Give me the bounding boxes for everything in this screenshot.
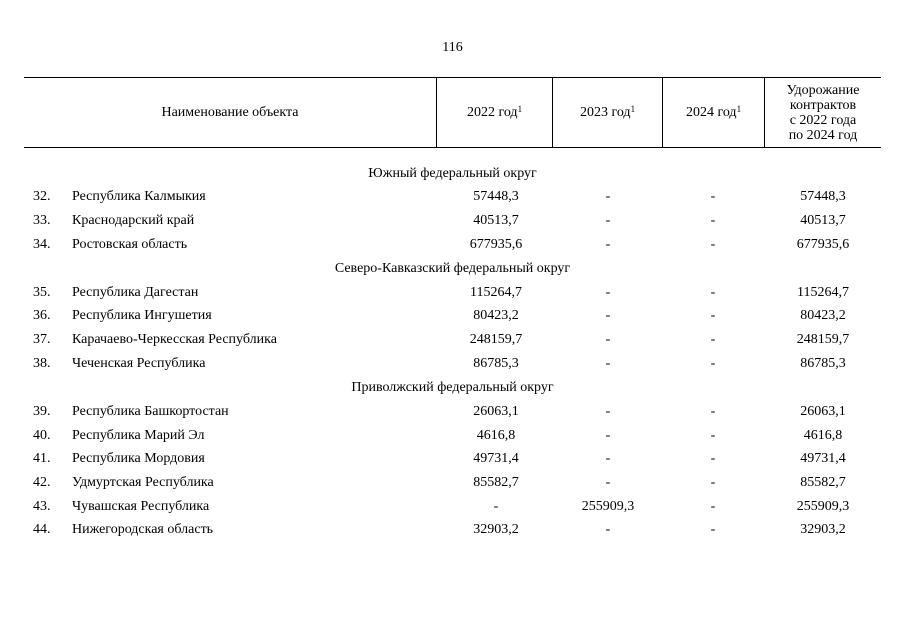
section-title: Северо-Кавказский федеральный округ: [334, 261, 571, 276]
row-number: 36.: [33, 308, 51, 323]
row-number: 44.: [33, 522, 51, 537]
row-value-2024: -: [710, 237, 716, 252]
page-number: 116: [442, 40, 463, 55]
row-value-2024: -: [710, 428, 716, 443]
row-name: Республика Ингушетия: [72, 308, 212, 323]
row-value-2022: 49731,4: [473, 451, 519, 466]
row-value-total: 115264,7: [797, 285, 849, 300]
table-header-bottom-rule: [24, 147, 881, 148]
row-value-2023: -: [605, 451, 611, 466]
row-name: Республика Мордовия: [72, 451, 205, 466]
row-value-2022: 86785,3: [473, 356, 519, 371]
row-value-2023: -: [605, 522, 611, 537]
row-number: 38.: [33, 356, 51, 371]
row-value-2022: 677935,6: [469, 237, 523, 252]
row-name: Республика Дагестан: [72, 285, 199, 300]
footnote-mark: 1: [736, 104, 742, 114]
header-2024: [663, 78, 764, 147]
row-value-total: 86785,3: [800, 356, 846, 371]
table-row: [0, 308, 905, 328]
row-value-2022: -: [493, 499, 499, 514]
row-value-2022: 248159,7: [469, 332, 523, 347]
row-value-total: 80423,2: [800, 308, 846, 323]
table-row: [0, 522, 905, 542]
row-value-2023: -: [605, 332, 611, 347]
row-number: 35.: [33, 285, 51, 300]
row-value-2024: -: [710, 213, 716, 228]
table-row: [0, 428, 905, 448]
table-row: [0, 332, 905, 352]
row-value-2024: -: [710, 189, 716, 204]
row-number: 43.: [33, 499, 51, 514]
header-total-line: с 2022 года: [789, 112, 857, 128]
row-value-2023: -: [605, 285, 611, 300]
row-value-2022: 40513,7: [473, 213, 519, 228]
table-row: [0, 451, 905, 471]
row-value-2024: -: [710, 404, 716, 419]
row-number: 32.: [33, 189, 51, 204]
row-value-2024: -: [710, 285, 716, 300]
row-value-2023: -: [605, 356, 611, 371]
row-value-2023: -: [605, 189, 611, 204]
footnote-mark: 1: [517, 104, 523, 114]
row-name: Краснодарский край: [72, 213, 195, 228]
row-value-2024: -: [710, 522, 716, 537]
row-name: Республика Башкортостан: [72, 404, 229, 419]
header-2023-label: 2023 год: [579, 105, 631, 120]
header-total: [765, 78, 881, 147]
row-value-total: 255909,3: [796, 499, 850, 514]
footnote-mark: 1: [630, 104, 636, 114]
row-value-2022: 57448,3: [473, 189, 519, 204]
section-title: Южный федеральный округ: [368, 166, 537, 181]
row-value-2024: -: [710, 475, 716, 490]
table-row: [0, 189, 905, 209]
row-number: 40.: [33, 428, 51, 443]
row-name: Республика Калмыкия: [72, 189, 206, 204]
table-row: [0, 213, 905, 233]
section-title: Приволжский федеральный округ: [351, 380, 554, 395]
row-name: Нижегородская область: [72, 522, 214, 537]
row-number: 37.: [33, 332, 51, 347]
header-total-line: по 2024 год: [788, 127, 858, 143]
row-number: 33.: [33, 213, 51, 228]
row-value-2024: -: [710, 499, 716, 514]
table-row: [0, 499, 905, 519]
row-value-2023: -: [605, 475, 611, 490]
header-total-line: Удорожание: [786, 82, 860, 98]
header-2024-label: 2024 год: [685, 105, 737, 120]
header-2022-label: 2022 год: [466, 105, 518, 120]
row-name: Республика Марий Эл: [72, 428, 205, 443]
row-value-total: 32903,2: [800, 522, 846, 537]
header-2022: [437, 78, 552, 147]
row-value-2022: 85582,7: [473, 475, 519, 490]
row-value-2022: 32903,2: [473, 522, 519, 537]
row-value-2022: 115264,7: [470, 285, 522, 300]
row-value-total: 248159,7: [796, 332, 850, 347]
header-name: [24, 78, 436, 147]
row-value-total: 26063,1: [800, 404, 846, 419]
row-value-2024: -: [710, 308, 716, 323]
row-value-total: 677935,6: [796, 237, 850, 252]
row-value-2023: -: [605, 404, 611, 419]
table-row: [0, 237, 905, 257]
row-value-2023: -: [605, 213, 611, 228]
row-number: 39.: [33, 404, 51, 419]
row-name: Карачаево-Черкесская Республика: [72, 332, 277, 347]
row-number: 34.: [33, 237, 51, 252]
table-row: [0, 356, 905, 376]
row-value-2023: -: [605, 428, 611, 443]
row-value-total: 57448,3: [800, 189, 846, 204]
row-value-total: 4616,8: [803, 428, 843, 443]
row-value-2022: 80423,2: [473, 308, 519, 323]
table-row: [0, 404, 905, 424]
header-total-line: контрактов: [789, 97, 857, 113]
row-value-2024: -: [710, 356, 716, 371]
row-value-2023: -: [605, 308, 611, 323]
row-value-2022: 26063,1: [473, 404, 519, 419]
header-2023: [553, 78, 662, 147]
row-name: Ростовская область: [72, 237, 188, 252]
row-value-2024: -: [710, 451, 716, 466]
row-name: Чеченская Республика: [72, 356, 206, 371]
table-row: [0, 285, 905, 305]
row-number: 42.: [33, 475, 51, 490]
table-row: [0, 475, 905, 495]
row-value-2022: 4616,8: [476, 428, 516, 443]
row-value-2023: -: [605, 237, 611, 252]
row-value-total: 49731,4: [800, 451, 846, 466]
row-value-total: 40513,7: [800, 213, 846, 228]
row-name: Удмуртская Республика: [72, 475, 214, 490]
row-value-2023: 255909,3: [581, 499, 635, 514]
row-value-2024: -: [710, 332, 716, 347]
row-number: 41.: [33, 451, 51, 466]
row-name: Чувашская Республика: [72, 499, 210, 514]
header-name-label: Наименование объекта: [161, 105, 299, 120]
row-value-total: 85582,7: [800, 475, 846, 490]
